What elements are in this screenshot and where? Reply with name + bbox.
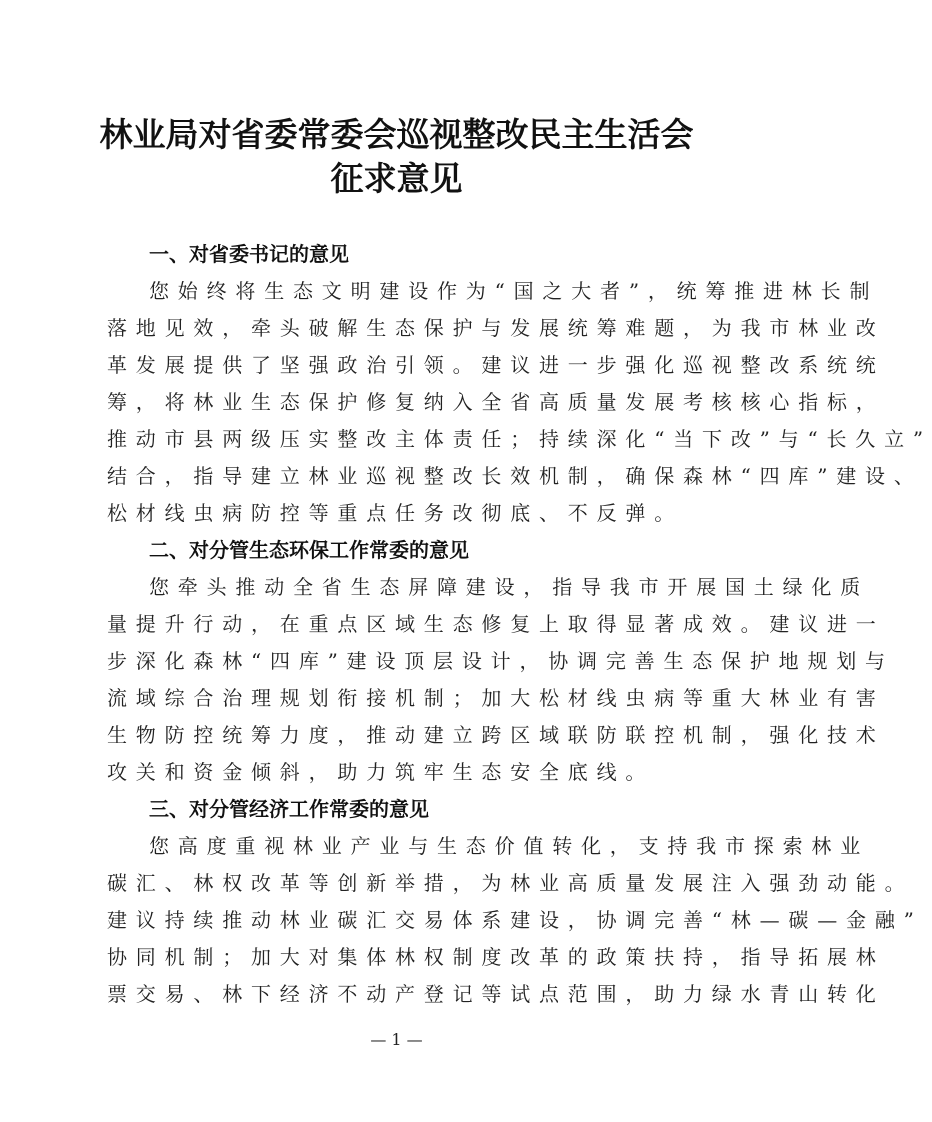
- paragraph-line: 落地见效，牵头破解生态保护与发展统筹难题，为我市林业改: [107, 316, 885, 340]
- section-3: [107, 791, 923, 1013]
- paragraph-line: 建议持续推动林业碳汇交易体系建设，协调完善“林—碳—金融”: [107, 908, 923, 932]
- section-2: [107, 532, 894, 791]
- paragraph-line: 您高度重视林业产业与生态价值转化，支持我市探索林业: [149, 834, 869, 858]
- paragraph-line: 攻关和资金倾斜，助力筑牢生态安全底线。: [107, 760, 655, 784]
- paragraph-line: 革发展提供了坚强政治引领。建议进一步强化巡视整改系统统: [107, 353, 885, 377]
- section-1: [107, 236, 932, 532]
- document-body: [107, 236, 932, 1013]
- paragraph-line: 筹，将林业生态保护修复纳入全省高质量发展考核核心指标，: [107, 390, 885, 414]
- paragraph-line: 碳汇、林权改革等创新举措，为林业高质量发展注入强劲动能。: [107, 871, 914, 895]
- paragraph-line: 协同机制；加大对集体林权制度改革的政策扶持，指导拓展林: [107, 945, 885, 969]
- paragraph-line: 松材线虫病防控等重点任务改彻底、不反弹。: [107, 501, 683, 525]
- section-heading: 一、对省委书记的意见: [149, 242, 349, 266]
- section-paragraph: [107, 569, 894, 791]
- paragraph-line: 票交易、林下经济不动产登记等试点范围，助力绿水青山转化: [107, 982, 885, 1006]
- paragraph-line: 推动市县两级压实整改主体责任；持续深化“当下改”与“长久立”: [107, 427, 932, 451]
- page-number: — 1 —: [370, 1030, 423, 1049]
- paragraph-line: 流域综合治理规划衔接机制；加大松材线虫病等重大林业有害: [107, 686, 885, 710]
- paragraph-line: 量提升行动，在重点区域生态修复上取得显著成效。建议进一: [107, 612, 885, 636]
- paragraph-line: 生物防控统筹力度，推动建立跨区域联防联控机制，强化技术: [107, 723, 885, 747]
- document-title-line-1: 林业局对省委常委会巡视整改民主生活会: [99, 115, 694, 154]
- paragraph-line: 您始终将生态文明建设作为“国之大者”，统筹推进林长制: [149, 279, 879, 303]
- section-paragraph: [107, 828, 923, 1013]
- section-heading: 三、对分管经济工作常委的意见: [149, 797, 429, 821]
- section-paragraph: [107, 273, 932, 532]
- paragraph-line: 步深化森林“四库”建设顶层设计，协调完善生态保护地规划与: [107, 649, 894, 673]
- section-heading: 二、对分管生态环保工作常委的意见: [149, 538, 469, 562]
- paragraph-line: 您牵头推动全省生态屏障建设，指导我市开展国土绿化质: [149, 575, 869, 599]
- document-title-line-2: 征求意见: [330, 159, 463, 198]
- paragraph-line: 结合，指导建立林业巡视整改长效机制，确保森林“四库”建设、: [107, 464, 923, 488]
